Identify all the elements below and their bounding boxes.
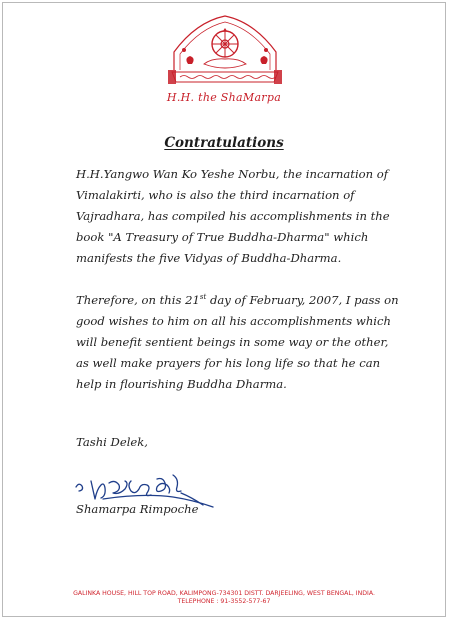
- letterhead-sender-name: H.H. the ShaMarpa: [166, 91, 282, 104]
- letterhead-footer: [3, 590, 445, 606]
- ordinal-suffix: st: [199, 293, 207, 302]
- signatory-name: Shamarpa Rimpoche: [76, 502, 199, 516]
- paragraph-2-after-ordinal: day of February, 2007, I pass on good wishes to him on all his accomplishments which will benefit sentient beings in some way or the other, as well make prayers for his long life so that he can help in flourishing Buddha Dharma.: [76, 293, 399, 391]
- dharma-wheel-crest-icon: [166, 12, 284, 92]
- letter-page: [2, 2, 446, 617]
- letter-paragraph-2: [76, 290, 404, 395]
- footer-telephone: TELEPHONE : 91-3552-577-67: [177, 598, 271, 605]
- shamarpa-crest-logo: [166, 12, 284, 92]
- letter-closing: Tashi Delek,: [76, 435, 148, 449]
- letter-title: Contratulations: [164, 135, 284, 151]
- paragraph-2-before-ordinal: Therefore, on this 21: [76, 293, 200, 307]
- letter-paragraph-1: H.H.Yangwo Wan Ko Yeshe Norbu, the incarnation of Vimalakirti, who is also the third incarnation of Vajradhara, has compiled his accomplishments in the book "A Treasury of True Buddha-Dharma" which manifests the five Vidyas of Buddha-Dharma.: [76, 167, 390, 265]
- footer-address: GALINKA HOUSE, HILL TOP ROAD, KALIMPONG-734301 DISTT. DARJEELING, WEST BENGAL, INDIA.: [73, 590, 375, 597]
